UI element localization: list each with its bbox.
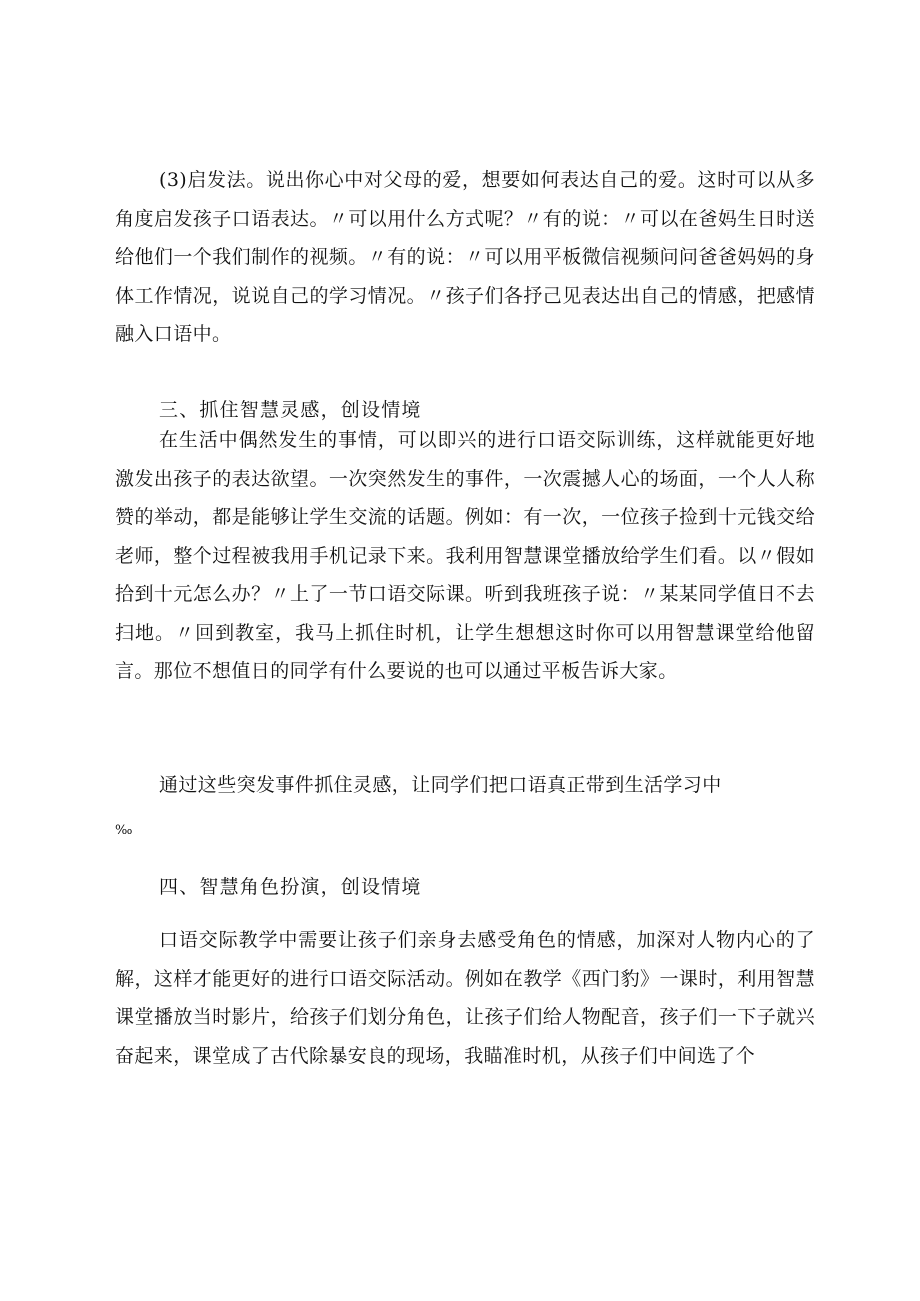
section-heading-4: 四、智慧角色扮演，创设情境 (159, 876, 422, 898)
paragraph-spontaneous-events: 在生活中偶然发生的事情，可以即兴的进行口语交际训练，这样就能更好地激发出孩子的表达欲望。一次突然发生的事件，一次震撼人心的场面，一个人人称赞的举动，都是能够让学生交流的话题。例如：有一次，一位孩子捡到十元钱交给老师，整个过程被我用手机记录下来。我利用智慧课堂播放给学生们看。以〃假如拾到十元怎么办？〃上了一节口语交际课。听到我班孩子说：〃某某同学值日不去扫地。〃回到教室，我马上抓住时机，让学生想想这时你可以用智慧课堂给他留言。那位不想值日的同学有什么要说的也可以通过平板告诉大家。 (115, 429, 815, 682)
paragraph-summary: 通过这些突发事件抓住灵感，让同学们把口语真正带到生活学习中 (159, 774, 722, 796)
paragraph-role-play: 口语交际教学中需要让孩子们亲身去感受角色的情感，加深对人物内心的了解，这样才能更好的进行口语交际活动。例如在教学《西门豹》一课时，利用智慧课堂播放当时影片，给孩子们划分角色，让孩子们给人物配音，孩子们一下子就兴奋起来，课堂成了古代除暴安良的现场，我瞄准时机，从孩子们中间选了个 (115, 929, 815, 1067)
paragraph-summary-tail: ‰ (115, 823, 133, 838)
section-heading-3: 三、抓住智慧灵感，创设情境 (159, 399, 422, 421)
paragraph-inspiration-method: (3)启发法。说出你心中对父母的爱，想要如何表达自己的爱。这时可以从多角度启发孩子口语表达。〃可以用什么方式呢？〃有的说：〃可以在爸妈生日时送给他们一个我们制作的视频。〃有的说：〃可以用平板微信视频问问爸爸妈妈的身体工作情况，说说自己的学习情况。〃孩子们各抒己见表达出自己的情感，把感情融入口语中。 (115, 169, 815, 345)
